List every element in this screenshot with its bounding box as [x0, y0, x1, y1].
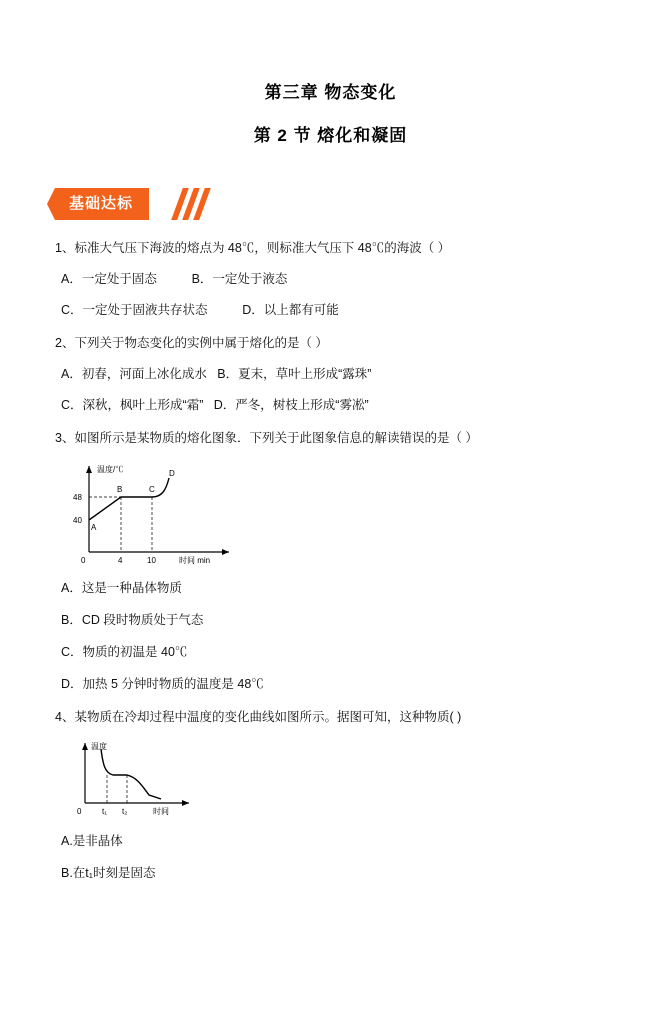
question-4-option-a: A.是非晶体 [61, 834, 123, 848]
svg-text:温度: 温度 [91, 742, 107, 751]
section-title: 第 2 节 熔化和凝固 [253, 126, 408, 145]
svg-text:时间: 时间 [153, 807, 169, 816]
svg-text:t₁: t₁ [102, 807, 107, 816]
svg-text:时间 min: 时间 min [179, 556, 211, 565]
question-2-number: 2、 [55, 336, 75, 350]
svg-text:C: C [149, 485, 155, 494]
question-3-option-c: C．物质的初温是 40℃ [61, 645, 188, 659]
page [0, 78, 661, 1014]
question-3-option-d: D．加热 5 分钟时物质的温度是 48℃ [61, 677, 264, 691]
svg-text:B: B [117, 485, 123, 494]
question-1-options-line-2: C．一定处于固液共存状态 D．以上都有可能 [61, 303, 339, 317]
cooling-curve-figure [61, 735, 611, 819]
question-3-number: 3、 [55, 431, 75, 445]
svg-text:D: D [169, 469, 175, 478]
question-2-options-line-1: A．初春，河面上冰化成水 B．夏末，草叶上形成“露珠” [61, 367, 372, 381]
melting-curve-svg [61, 456, 301, 566]
question-2-options-line-2: C．深秋，枫叶上形成“霜” D．严冬，树枝上形成“雾凇” [61, 398, 369, 412]
svg-text:0: 0 [81, 556, 86, 565]
question-4-stem [55, 707, 611, 727]
question-4-text: 某物质在冷却过程中温度的变化曲线如图所示。据图可知，这种物质( ) [74, 710, 462, 724]
question-4-number: 4、 [55, 710, 75, 724]
svg-text:A: A [91, 523, 97, 532]
page-title: 第三章 物态变化 [264, 83, 397, 102]
question-1-number: 1、 [55, 241, 75, 255]
section-banner [55, 188, 661, 222]
banner-label: 基础达标 [55, 188, 149, 220]
svg-text:48: 48 [73, 493, 82, 502]
exercise-content [55, 238, 611, 883]
question-1-stem [55, 238, 611, 258]
svg-text:温度/℃: 温度/℃ [97, 465, 124, 474]
svg-text:10: 10 [147, 556, 156, 565]
cooling-curve-svg [61, 735, 261, 819]
question-4-option-b: B.在t₁时刻是固态 [61, 866, 156, 880]
svg-text:4: 4 [118, 556, 123, 565]
question-3-option-b: B．CD 段时物质处于气态 [61, 613, 204, 627]
question-3-text: 如图所示是某物质的熔化图象．下列关于此图象信息的解读错误的是（ ） [74, 431, 478, 445]
svg-text:0: 0 [77, 807, 82, 816]
melting-curve-figure [61, 456, 611, 566]
question-2-text: 下列关于物态变化的实例中属于熔化的是（ ） [74, 336, 328, 350]
question-3-option-a: A．这是一种晶体物质 [61, 581, 182, 595]
svg-text:40: 40 [73, 516, 82, 525]
svg-text:t₂: t₂ [122, 807, 128, 816]
banner-stripes-decoration [175, 188, 211, 220]
question-1-options-line-1: A．一定处于固态 B．一定处于液态 [61, 272, 288, 286]
question-3-stem [55, 428, 611, 448]
question-1-text: 标准大气压下海波的熔点为 48℃，则标准大气压下 48℃的海波（ ） [74, 241, 451, 255]
question-2-stem [55, 333, 611, 353]
